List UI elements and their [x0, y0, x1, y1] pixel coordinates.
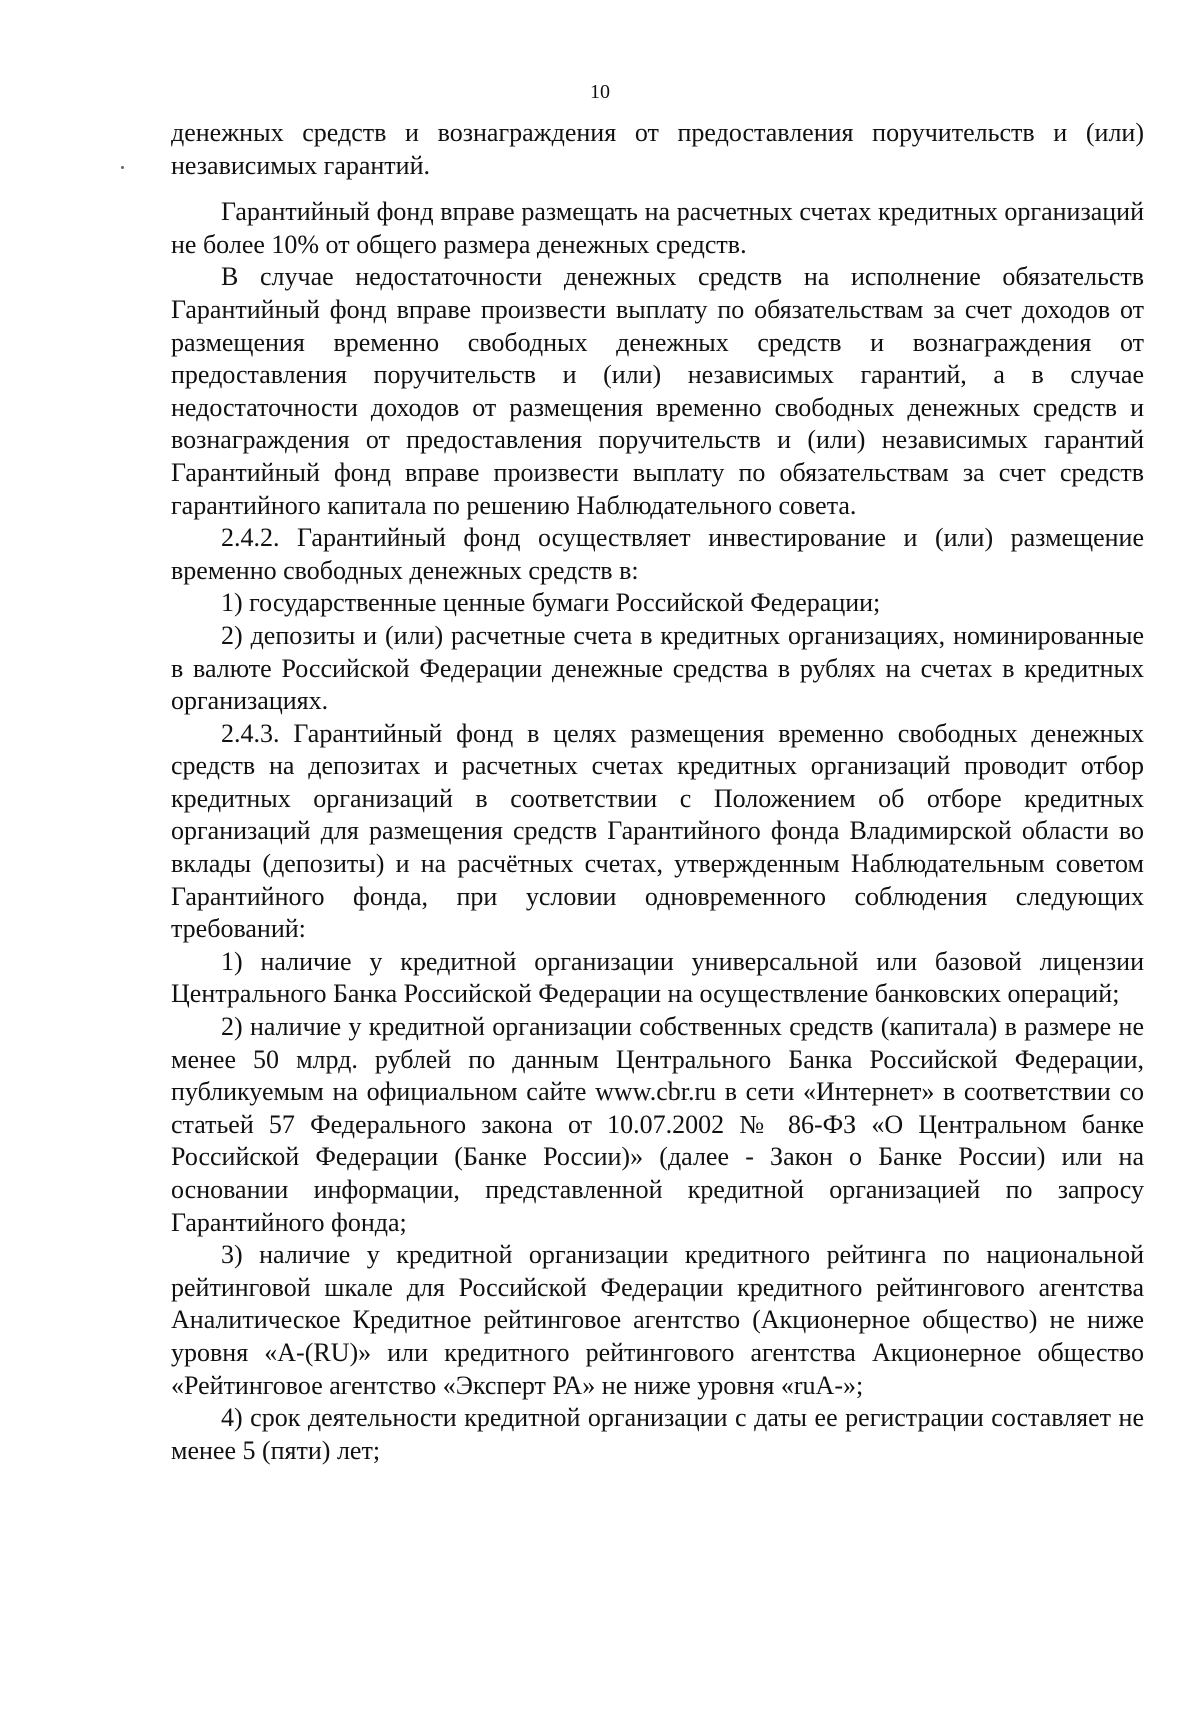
list-item-2-4-3-3: 3) наличие у кредитной организации кредитного рейтинга по национальной рейтинговой шкале для Российской Федерации кредитного рейтингового агентства Аналитическое Кредитное рейтинговое агентство (Акционерное общество) не ниже уровня «A-(RU)» или кредитного рейтингового агентства Акционерное общество «Рейтинговое агентство «Эксперт РА» не ниже уровня «ruA-»;: [171, 1240, 1144, 1400]
scan-speck: [121, 166, 124, 169]
list-item-2-4-3-1: 1) наличие у кредитной организации универсальной или базовой лицензии Центрального Банка Российской Федерации на осуществление банковских операций;: [171, 946, 1144, 1009]
list-item-2-4-2-1: 1) государственные ценные бумаги Российской Федерации;: [221, 588, 881, 618]
page-number: 10: [590, 81, 610, 103]
paragraph-continuation: денежных средств и вознаграждения от предоставления поручительств и (или) независимых гарантий.: [171, 118, 1144, 180]
paragraph-deposit-limit: Гарантийный фонд вправе размещать на расчетных счетах кредитных организаций не более 10% от общего размера денежных средств.: [171, 197, 1144, 259]
document-body: [171, 117, 1144, 1467]
list-item-2-4-3-2: 2) наличие у кредитной организации собственных средств (капитала) в размере не менее 50 млрд. рублей по данным Центрального Банка Российской Федерации, публикуемым на официальном сайте www.cbr.ru в сети «Интернет» в соответствии со статьей 57 Федерального закона от 10.07.2002 № 86-ФЗ «О Центральном банке Российской Федерации (Банке России)» (далее - Закон о Банке России) или на основании информации, представленной кредитной организацией по запросу Гарантийного фонда;: [171, 1012, 1144, 1237]
list-item-2-4-2-2: 2) депозиты и (или) расчетные счета в кредитных организациях, номинированные в валюте Российской Федерации денежные средства в рублях на счетах в кредитных организациях.: [171, 620, 1144, 716]
paragraph-2-4-2: 2.4.2. Гарантийный фонд осуществляет инвестирование и (или) размещение временно свободных денежных средств в:: [171, 523, 1144, 585]
paragraph-2-4-3: 2.4.3. Гарантийный фонд в целях размещения временно свободных денежных средств на депозитах и расчетных счетах кредитных организаций проводит отбор кредитных организаций в соответствии с Положением об отборе кредитных организаций для размещения средств Гарантийного фонда Владимирской области во вклады (депозиты) и на расчётных счетах, утвержденным Наблюдательным советом Гарантийного фонда, при условии одновременного соблюдения следующих требований:: [171, 718, 1144, 944]
paragraph-insufficient-funds: В случае недостаточности денежных средств на исполнение обязательств Гарантийный фонд вправе произвести выплату по обязательствам за счет доходов от размещения временно свободных денежных средств и вознаграждения от предоставления поручительств и (или) независимых гарантий, а в случае недостаточности доходов от размещения временно свободных денежных средств и вознаграждения от предоставления поручительств и (или) независимых гарантий Гарантийный фонд вправе произвести выплату по обязательствам за счет средств гарантийного капитала по решению Наблюдательного совета.: [171, 262, 1144, 520]
list-item-2-4-3-4: 4) срок деятельности кредитной организации с даты ее регистрации составляет не менее 5 (пяти) лет;: [171, 1403, 1144, 1465]
